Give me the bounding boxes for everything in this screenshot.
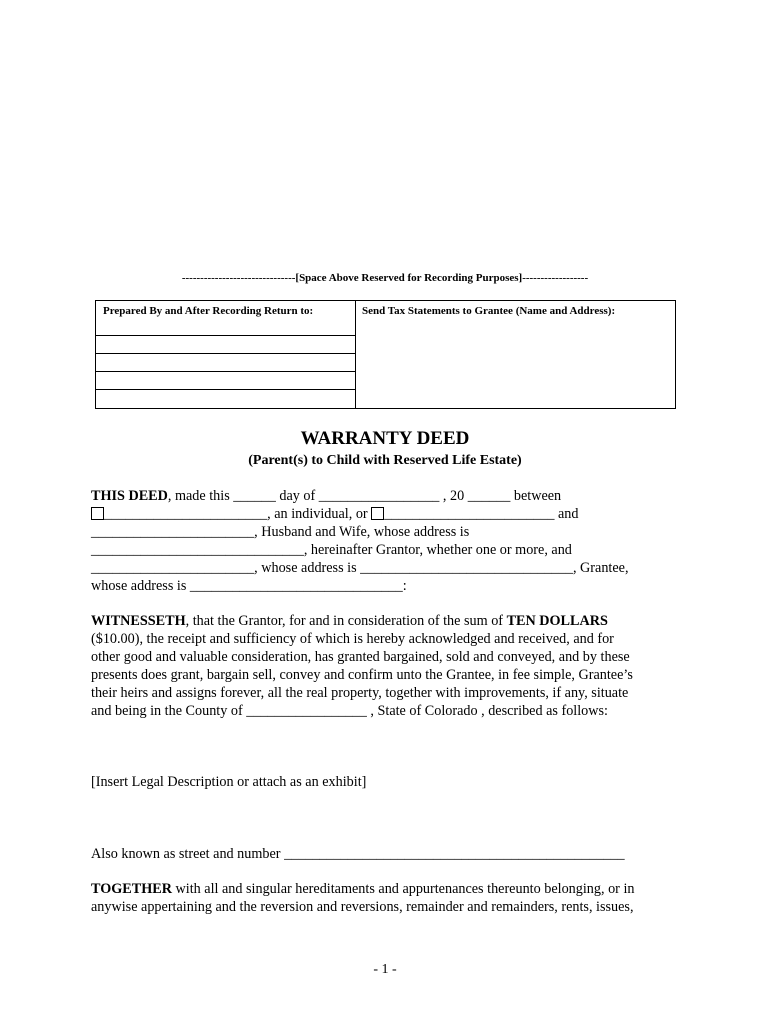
amount-words: TEN DOLLARS [506, 613, 608, 629]
together-line-2: anywise appertaining and the reversion and reversions, remainder and remainders, rents, issues, [91, 899, 634, 915]
document-subtitle: (Parent(s) to Child with Reserved Life Estate) [248, 453, 522, 468]
parties-line-3: _______________________, Husband and Wife, whose address is [91, 524, 470, 540]
return-address-line-4[interactable] [96, 389, 355, 390]
together-label: TOGETHER [91, 881, 172, 897]
street-address-line: Also known as street and number ________________________________________________ [91, 846, 625, 862]
return-address-line-2[interactable] [96, 353, 355, 354]
witnesseth-line-4: presents does grant, bargain sell, convey and confirm unto the Grantee, in fee simple, Grantee’s [91, 667, 633, 683]
page-number: - 1 - [373, 962, 397, 977]
witnesseth-line-5: their heirs and assigns forever, all the real property, together with improvements, if any, situate [91, 685, 629, 701]
witnesseth-line-3: other good and valuable consideration, has granted bargained, sold and conveyed, and by these [91, 649, 630, 665]
parties-line-6: whose address is ______________________________: [91, 578, 407, 594]
parties-line-1: THIS DEED, made this ______ day of _________________ , 20 ______ between [91, 488, 562, 504]
parties-line-4: ______________________________, hereinafter Grantor, whether one or more, and [91, 542, 572, 558]
legal-description-placeholder: [Insert Legal Description or attach as an exhibit] [91, 774, 367, 790]
prepared-by-header: Prepared By and After Recording Return to: [103, 305, 314, 317]
witnesseth-label: WITNESSETH [91, 613, 186, 629]
individual-checkbox[interactable] [91, 507, 104, 520]
spouse-checkbox[interactable] [371, 507, 384, 520]
tax-statements-header: Send Tax Statements to Grantee (Name and Address): [362, 305, 616, 317]
witnesseth-line-1: WITNESSETH, that the Grantor, for and in consideration of the sum of TEN DOLLARS [91, 613, 608, 629]
recording-info-table [95, 300, 676, 409]
return-address-line-1[interactable] [96, 335, 355, 336]
document-title: WARRANTY DEED [300, 428, 470, 449]
return-address-line-3[interactable] [96, 371, 355, 372]
parties-line-2: _______________________, an individual, or ________________________ and [91, 505, 578, 523]
witnesseth-line-2: ($10.00), the receipt and sufficiency of which is hereby acknowledged and received, and for [91, 631, 614, 647]
deed-label: THIS DEED [91, 488, 168, 504]
together-line-1: TOGETHER with all and singular hereditaments and appurtenances thereunto belonging, or in [91, 881, 635, 897]
recording-space-notice: -------------------------------[Space Above Reserved for Recording Purposes]------------------ [181, 272, 589, 284]
table-column-divider [355, 301, 356, 408]
witnesseth-line-6: and being in the County of _________________ , State of Colorado , described as follows: [91, 703, 608, 719]
parties-line-5: _______________________, whose address is ______________________________, Grantee, [91, 560, 629, 576]
